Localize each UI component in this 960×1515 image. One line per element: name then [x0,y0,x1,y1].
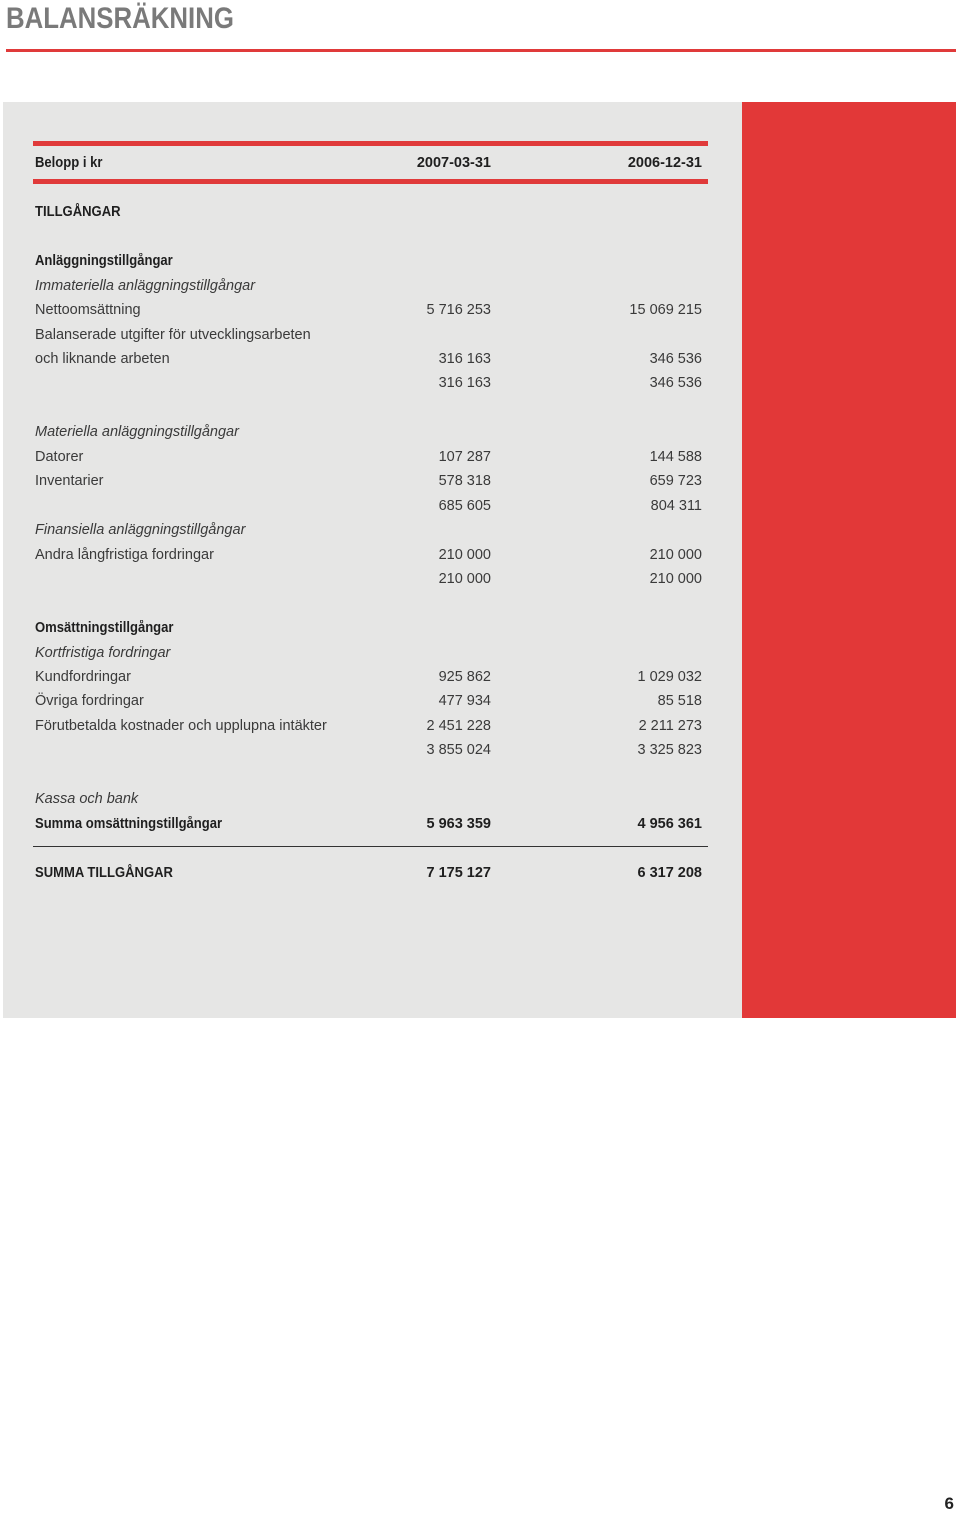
total-row [35,812,705,836]
row-label: Kortfristiga fordringar [35,645,171,661]
table-row [35,469,705,493]
row-label: Inventarier [35,473,104,489]
row-value-2006: 3 325 823 [637,742,702,758]
row-label: Datorer [35,449,84,465]
table-row [35,347,705,371]
group-heading [35,616,705,640]
total-rule [33,846,708,847]
table-header-rule [33,179,708,184]
subgroup-heading [35,518,705,542]
row-value-2007: 578 318 [438,473,491,489]
header-label: Belopp i kr [35,155,103,171]
row-label: Kassa och bank [35,791,139,807]
table-row [35,445,705,469]
row-value-2006: 210 000 [649,547,702,563]
header-col-2007: 2007-03-31 [416,155,491,171]
row-value-2007: 210 000 [438,547,491,563]
row-label: Balanserade utgifter för utvecklingsarbeten [35,327,311,343]
subtotal-row [35,567,705,591]
row-value-2006: 6 317 208 [637,865,702,881]
page-number: 6 [944,1494,954,1513]
row-value-2006: 4 956 361 [637,816,702,832]
row-value-2007: 7 175 127 [426,865,491,881]
row-label: och liknande arbeten [35,351,170,367]
row-label: Kundfordringar [35,669,131,685]
row-label: Anläggningstillgångar [35,253,173,269]
row-value-2006: 804 311 [650,498,702,514]
row-value-2007: 5 963 359 [426,816,491,832]
table-top-rule [33,141,708,146]
row-value-2006: 659 723 [649,473,702,489]
row-value-2006: 144 588 [649,449,702,465]
row-label: Övriga fordringar [35,693,144,709]
row-value-2007: 5 716 253 [426,302,491,318]
table-header-row [35,151,705,175]
row-value-2006: 2 211 273 [638,718,702,734]
subgroup-heading [35,641,705,665]
row-label: Andra långfristiga fordringar [35,547,214,563]
row-label: Nettoomsättning [35,302,141,318]
subgroup-heading [35,274,705,298]
row-value-2006: 346 536 [649,375,702,391]
subgroup-heading [35,420,705,444]
row-label: Finansiella anläggningstillgångar [35,522,246,538]
row-value-2007: 316 163 [438,375,491,391]
table-row [35,298,705,322]
row-label: Omsättningstillgångar [35,620,174,636]
row-value-2007: 685 605 [438,498,491,514]
page-title: BALANSRÄKNING [6,2,234,35]
row-value-2007: 3 855 024 [426,742,491,758]
row-value-2007: 477 934 [438,693,491,709]
subgroup-heading [35,787,705,811]
table-row [35,665,705,689]
row-value-2007: 316 163 [438,351,491,367]
subtotal-row [35,738,705,762]
row-value-2007: 925 862 [438,669,491,685]
row-label: Materiella anläggningstillgångar [35,424,239,440]
row-value-2007: 107 287 [438,449,491,465]
red-side-band [742,102,956,1018]
section-heading [35,200,705,224]
row-value-2007: 210 000 [438,571,491,587]
row-value-2006: 15 069 215 [629,302,702,318]
table-row [35,323,705,347]
group-heading [35,249,705,273]
row-value-2006: 346 536 [649,351,702,367]
grand-total-row [35,861,705,885]
table-row [35,543,705,567]
header-col-2006: 2006-12-31 [627,155,702,171]
table-row [35,714,705,738]
row-label: TILLGÅNGAR [35,204,121,220]
row-value-2006: 210 000 [649,571,702,587]
title-rule [6,49,956,52]
row-value-2007: 2 451 228 [426,718,491,734]
row-value-2006: 1 029 032 [637,669,702,685]
subtotal-row [35,494,705,518]
row-value-2006: 85 518 [657,693,702,709]
table-row [35,689,705,713]
row-label: Förutbetalda kostnader och upplupna intäkter [35,718,327,734]
subtotal-row [35,371,705,395]
row-label: SUMMA TILLGÅNGAR [35,865,173,881]
row-label: Immateriella anläggningstillgångar [35,278,256,294]
row-label: Summa omsättningstillgångar [35,816,223,832]
